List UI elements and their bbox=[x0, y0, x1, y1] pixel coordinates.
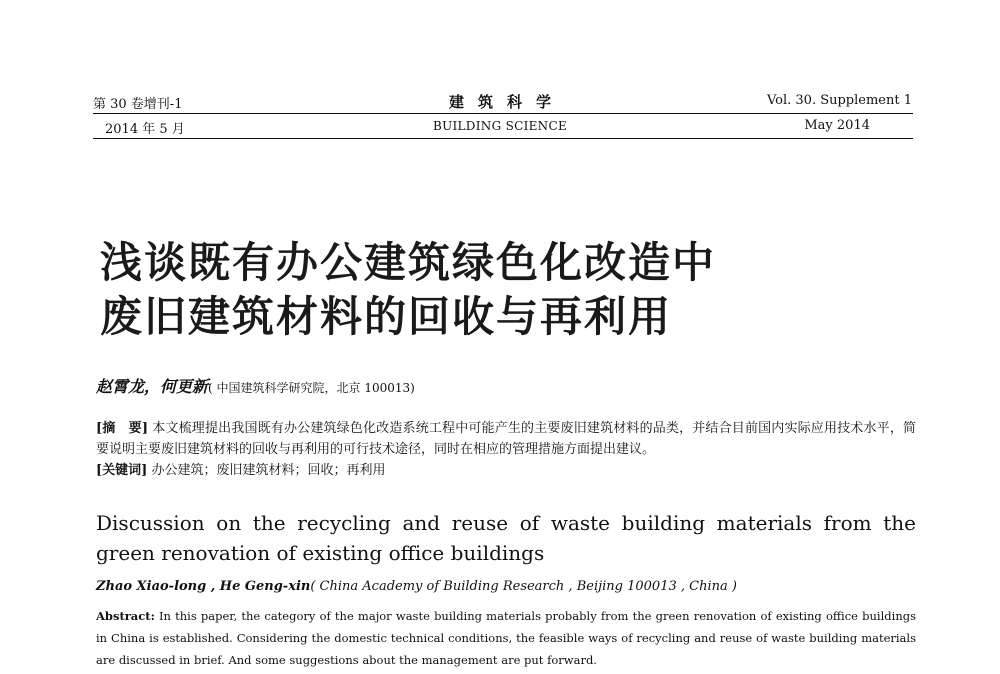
journal-name-en: BUILDING SCIENCE bbox=[432, 119, 568, 133]
authors-cn bbox=[96, 374, 415, 397]
abstract-en-text: In this paper, the category of the major waste building materials probably from the green renovation of existing office buildings in China is established. Considering the domestic technical conditions, the feasible ways of recycling and reuse of waste building materials are discussed in brief. And some suggestions about the management are put forward. bbox=[96, 609, 916, 667]
header-date-en: May 2014 bbox=[804, 118, 870, 133]
affiliation-en: ( China Academy of Building Research , Beijing 100013 , China ) bbox=[310, 579, 737, 594]
author-names-en: Zhao Xiao-long , He Geng-xin bbox=[96, 579, 311, 594]
abstract-cn-paragraph bbox=[96, 418, 916, 460]
affiliation-cn: ( 中国建筑科学研究院，北京 100013) bbox=[208, 381, 415, 395]
header-date-cn: 2014 年 5 月 bbox=[105, 122, 185, 137]
abstract-en-label: Abstract: bbox=[96, 609, 155, 623]
header-rule-top bbox=[93, 113, 913, 114]
author-names-cn: 赵霄龙，何更新 bbox=[96, 377, 209, 396]
abstract-cn bbox=[96, 418, 916, 481]
abstract-en bbox=[96, 605, 916, 671]
keywords-cn-text: 办公建筑；废旧建筑材料；回收；再利用 bbox=[147, 463, 386, 478]
keywords-cn bbox=[96, 460, 916, 481]
keywords-cn-label: [关键词] bbox=[96, 463, 148, 478]
header-volume-cn: 第 30 卷增刊-1 bbox=[93, 97, 183, 112]
abstract-cn-label: [摘 要] bbox=[96, 421, 148, 436]
authors-en bbox=[96, 579, 737, 594]
paper-title-cn bbox=[100, 236, 900, 344]
journal-name-cn: 建筑科学 bbox=[448, 93, 565, 111]
header-rule-bottom bbox=[93, 138, 913, 139]
header-volume-en: Vol. 30. Supplement 1 bbox=[766, 93, 912, 108]
abstract-cn-text: 本文梳理提出我国既有办公建筑绿色化改造系统工程中可能产生的主要废旧建筑材料的品类，并结合目前国内实际应用技术水平，简要说明主要废旧建筑材料的回收与再利用的可行技术途径，同时在相应的管理措施方面提出建议。 bbox=[96, 421, 916, 457]
title-line-2: 废旧建筑材料的回收与再利用 bbox=[100, 292, 673, 341]
title-line-1: 浅谈既有办公建筑绿色化改造中 bbox=[100, 238, 717, 287]
paper-title-en: Discussion on the recycling and reuse of waste building materials from the green renovation of existing office buildings bbox=[96, 511, 916, 565]
